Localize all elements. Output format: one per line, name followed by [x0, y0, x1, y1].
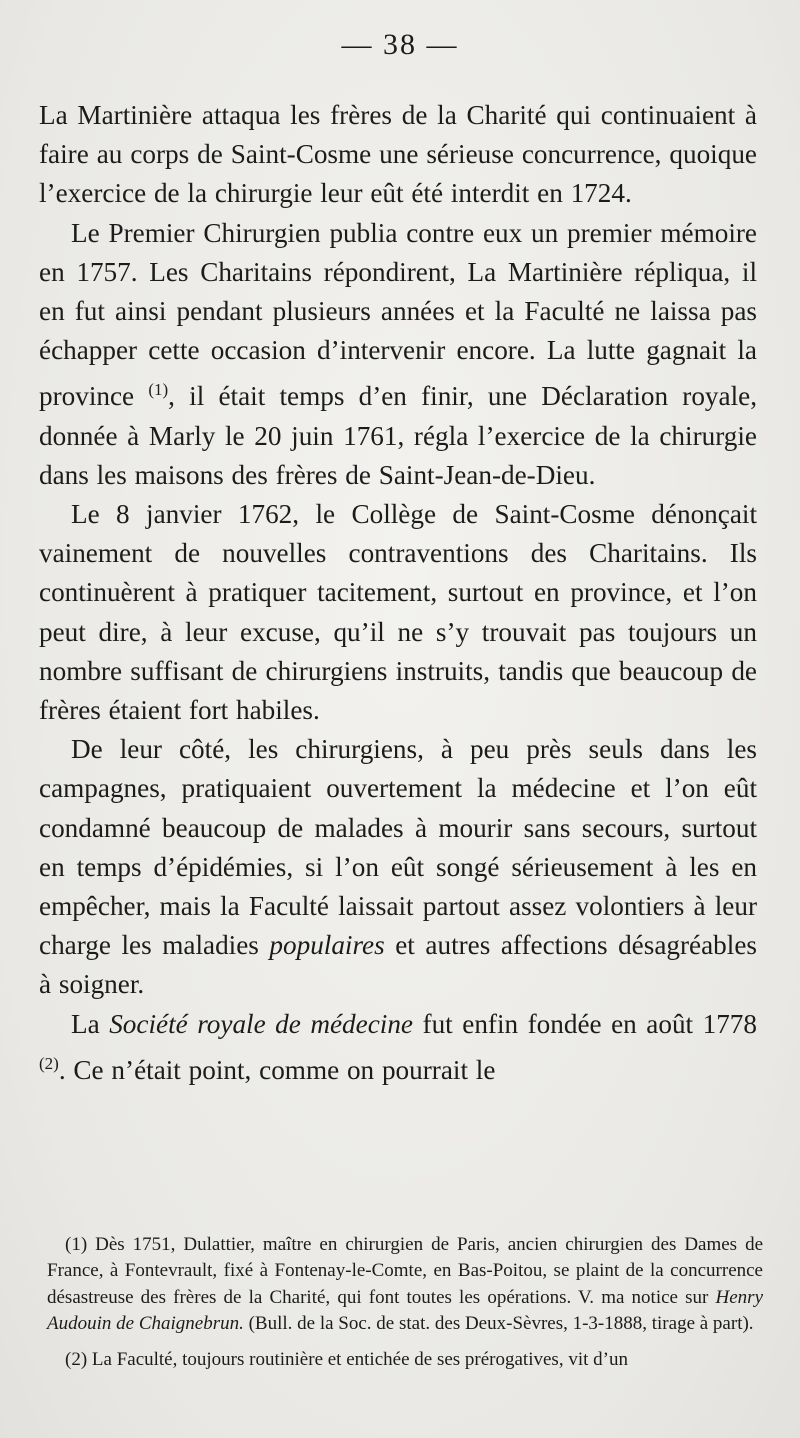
footnote: (2) La Faculté, toujours routinière et entichée de ses prérogatives, vit d’un	[65, 1348, 628, 1370]
paragraph	[39, 730, 757, 1004]
italic-text: Henry Audouin de Chaignebrun.	[47, 1286, 763, 1335]
body-text	[39, 96, 757, 1090]
paragraph-text: , il était temps d’en finir, une Déclaration royale, donnée à Marly le 20 juin 1761, régla l’exercice de la chirurgie dans les maisons des frères de Saint-Jean-de-Dieu.	[39, 381, 758, 490]
footnotes	[47, 1232, 763, 1373]
page-number: — 38 —	[341, 28, 459, 61]
paragraph-text: De leur côté, les chirurgiens, à peu près seuls dans les campagnes, pratiquaient ouvertement la médecine et l’on eût condamné beaucoup de malades à mourir sans secours, surtout en temps d’épidémies, si l’on eût songé sérieusement à les en empêcher, mais la Faculté laissait partout assez volontiers à leur charge les maladies	[39, 734, 757, 961]
italic-text: populaires	[269, 930, 385, 961]
italic-text: Société royale de médecine	[109, 1008, 414, 1039]
paragraph	[39, 214, 757, 495]
paragraph-text: . Ce n’était point, comme on pourrait le	[58, 1054, 496, 1085]
paragraph	[39, 1005, 757, 1090]
paragraph-text: Le Premier Chirurgien publia contre eux un premier mémoire en 1757. Les Charitains répondirent, La Martinière répliqua, il en fut ainsi pendant plusieurs années et la Faculté ne laissa pas échapper cette occasion d’intervenir encore. La lutte gagnait la province	[39, 217, 757, 412]
paragraph-text: fut enfin fondée en août 1778	[413, 1008, 757, 1039]
paragraph: Le 8 janvier 1762, le Collège de Saint-Cosme dénonçait vainement de nouvelles contraventions des Charitains. Ils continuèrent à pratiquer tacitement, surtout en province, et l’on peut dire, à leur excuse, qu’il ne s’y trouvait pas toujours un nombre suffisant de chirurgiens instruits, tandis que beaucoup de frères étaient fort habiles.	[39, 499, 757, 726]
footnote-text: (Bull. de la Soc. de stat. des Deux-Sèvres, 1-3-1888, tirage à part).	[243, 1313, 754, 1335]
footnote	[47, 1232, 763, 1338]
footnote-reference: (1)	[148, 380, 169, 400]
paragraph-text: La	[71, 1008, 110, 1039]
footnote-text: (1) Dès 1751, Dulattier, maître en chirurgien de Paris, ancien chirurgien des Dames de France, à Fontevrault, fixé à Fontenay-le-Comte, en Bas-Poitou, se plaint de la concurrence désastreuse des frères de la Charité, qui font toutes les opérations. V. ma notice sur	[47, 1234, 763, 1308]
footnote-reference: (2)	[39, 1053, 59, 1073]
paragraph-text: et autres affections désagréables à soigner.	[39, 930, 757, 1000]
paragraph: La Martinière attaqua les frères de la Charité qui continuaient à faire au corps de Saint-Cosme une sérieuse concurrence, quoique l’exercice de la chirurgie leur eût été interdit en 1724.	[39, 100, 757, 209]
